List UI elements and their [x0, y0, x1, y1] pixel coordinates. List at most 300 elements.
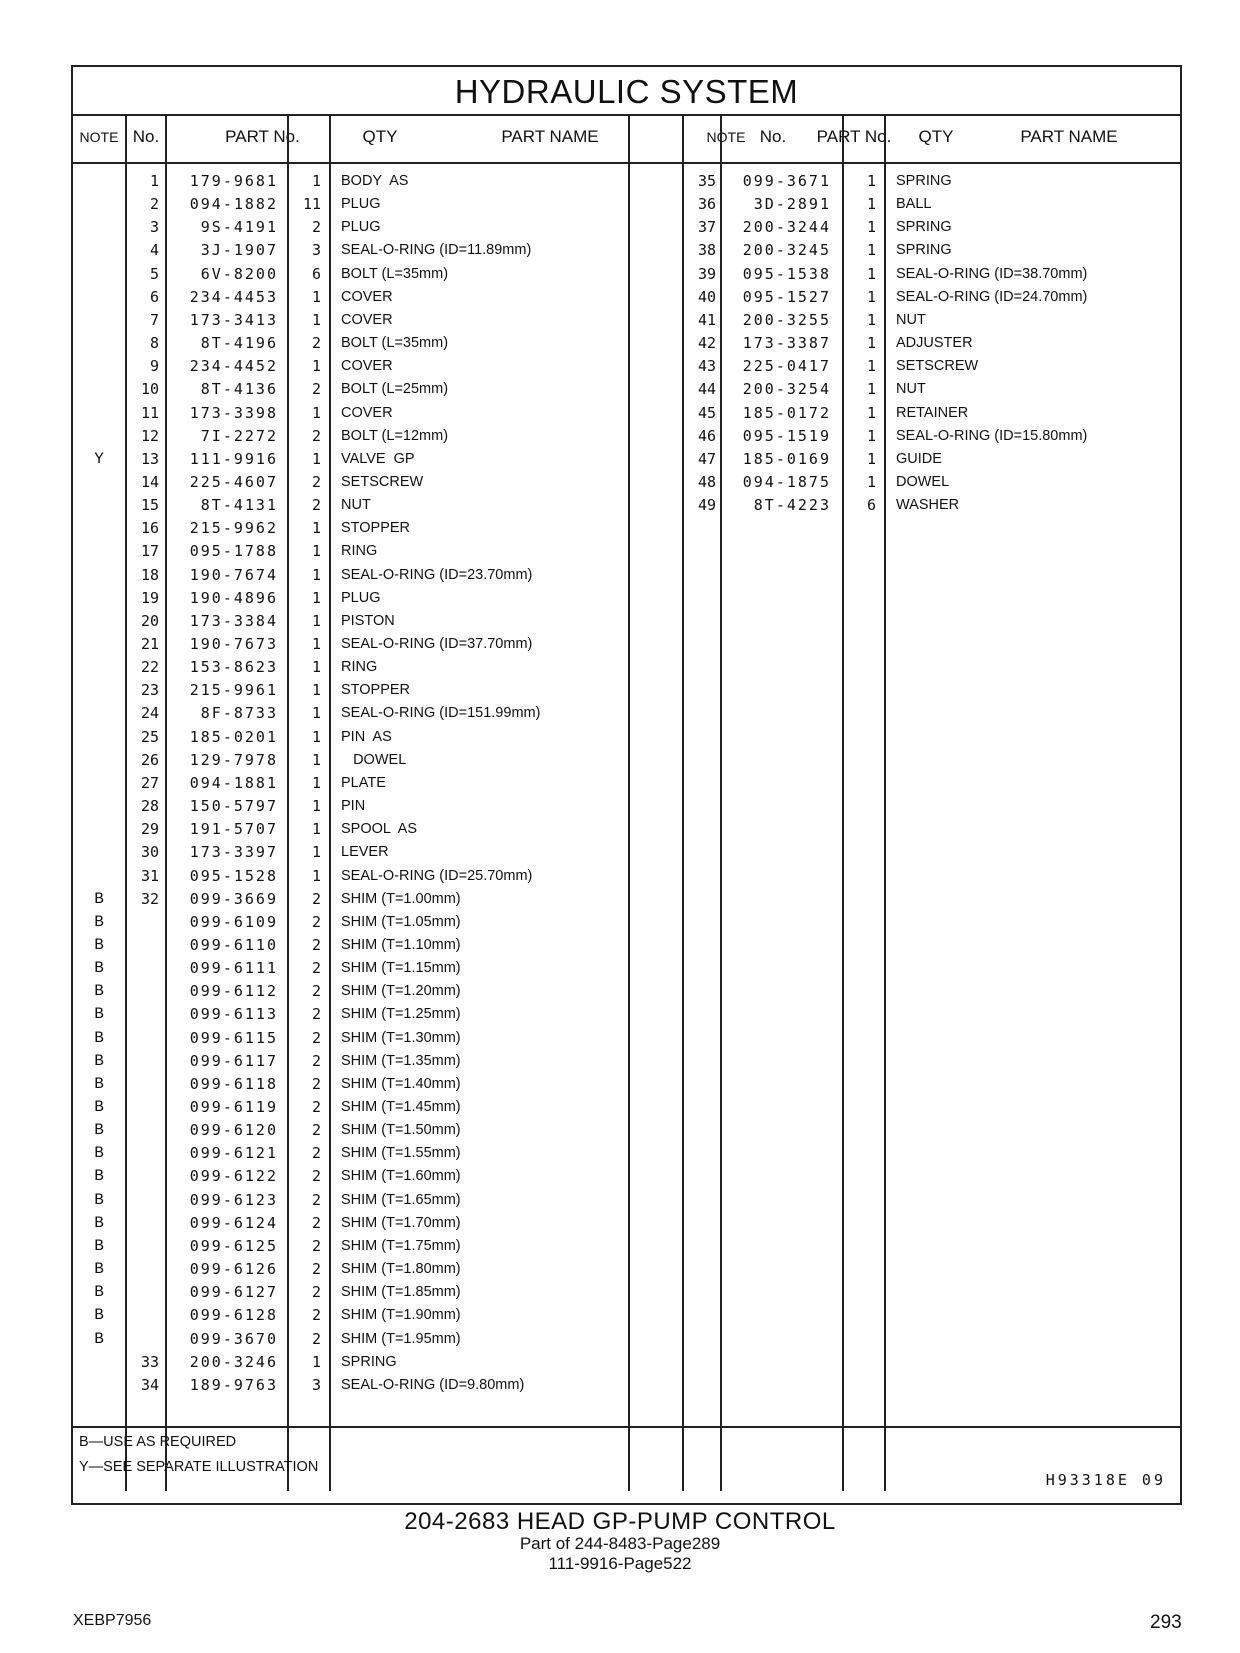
row-note: B	[94, 1098, 104, 1116]
table-row	[73, 1096, 1180, 1119]
row-part-name: SHIM (T=1.45mm)	[341, 1099, 461, 1115]
row-quantity: 1	[866, 357, 876, 376]
row-item-number: 13	[140, 449, 159, 468]
row-part-name: BOLT (L=12mm)	[341, 427, 449, 444]
row-quantity: 1	[866, 449, 876, 468]
note-b: B—USE AS REQUIRED	[79, 1434, 237, 1450]
parts-table	[71, 65, 1182, 1505]
row-part-name: SEAL-O-RING (ID=37.70mm)	[341, 636, 533, 652]
row-part-number: 129-7978	[189, 750, 278, 769]
row-quantity: 2	[311, 959, 321, 978]
row-part-number: 153-8623	[189, 658, 278, 677]
table-row	[73, 749, 1180, 772]
table-row	[73, 702, 1180, 725]
row-part-number: 200-3245	[742, 241, 831, 260]
row-part-number: 099-6118	[189, 1074, 278, 1093]
row-quantity: 1	[311, 287, 321, 306]
row-item-number: 45	[697, 403, 716, 422]
row-item-number: 12	[140, 426, 159, 445]
row-item-number: 34	[140, 1375, 159, 1394]
row-quantity: 1	[866, 310, 876, 329]
row-item-number: 17	[140, 542, 159, 561]
row-part-number: 234-4453	[189, 287, 278, 306]
row-part-name: SPOOL AS	[341, 821, 418, 838]
row-quantity: 6	[866, 496, 876, 515]
row-quantity: 3	[311, 241, 321, 260]
row-note: B	[94, 1144, 104, 1163]
row-note: B	[94, 1121, 104, 1140]
row-note: B	[94, 982, 104, 1001]
row-quantity: 2	[311, 889, 321, 908]
page-number: 293	[1150, 1612, 1182, 1633]
row-quantity: 2	[311, 1190, 321, 1209]
row-part-name: SPRING	[341, 1353, 397, 1370]
row-part-number: 8T-4223	[753, 496, 831, 515]
table-row	[73, 726, 1180, 749]
row-quantity: 1	[866, 172, 876, 190]
row-quantity: 1	[311, 310, 321, 329]
row-part-number: 185-0201	[189, 727, 278, 746]
row-item-number: 14	[140, 472, 159, 491]
table-row	[73, 1304, 1180, 1327]
row-quantity: 1	[866, 195, 876, 214]
row-quantity: 1	[311, 519, 321, 538]
row-quantity: 1	[866, 380, 876, 399]
row-item-number: 38	[697, 241, 716, 260]
row-part-name: SPRING	[896, 173, 952, 189]
row-part-number: 185-0172	[742, 403, 831, 422]
row-quantity: 1	[311, 357, 321, 376]
row-part-number: 190-4896	[189, 588, 278, 607]
row-item-number: 39	[697, 264, 716, 283]
row-part-number: 8F-8733	[200, 704, 278, 723]
row-quantity: 1	[311, 449, 321, 468]
row-part-number: 185-0169	[742, 449, 831, 468]
row-quantity: 2	[311, 1236, 321, 1255]
row-part-number: 095-1528	[189, 866, 278, 885]
row-part-name: GUIDE	[896, 450, 942, 467]
row-quantity: 2	[311, 1167, 321, 1186]
row-part-name: RING	[341, 543, 378, 560]
row-part-number: 099-6115	[189, 1028, 278, 1047]
row-quantity: 2	[311, 1213, 321, 1232]
row-part-number: 099-6127	[189, 1283, 278, 1302]
row-part-name: WASHER	[896, 497, 960, 514]
row-quantity: 1	[866, 241, 876, 260]
row-quantity: 1	[866, 472, 876, 491]
row-part-number: 8T-4196	[200, 334, 278, 353]
table-row	[73, 795, 1180, 818]
row-part-name: LEVER	[341, 844, 389, 861]
table-row	[73, 888, 1180, 911]
row-part-name: SHIM (T=1.25mm)	[341, 1006, 461, 1023]
row-part-name: SHIM (T=1.65mm)	[341, 1191, 461, 1208]
row-part-name: PISTON	[341, 612, 395, 629]
table-row	[73, 656, 1180, 679]
row-quantity: 1	[311, 773, 321, 792]
row-item-number: 21	[140, 635, 159, 653]
header-partno-right: PART No.	[816, 127, 892, 146]
header-no-left: No.	[132, 127, 160, 146]
row-part-number: 9S-4191	[200, 218, 278, 237]
row-part-name: PLUG	[341, 219, 381, 236]
row-part-number: 111-9916	[189, 449, 278, 468]
row-part-number: 099-6123	[189, 1190, 278, 1209]
row-part-name: SHIM (T=1.35mm)	[341, 1052, 461, 1069]
row-part-number: 099-3670	[189, 1329, 278, 1348]
row-item-number: 16	[140, 519, 159, 538]
row-quantity: 1	[866, 403, 876, 422]
row-part-name: PIN	[341, 798, 366, 815]
row-item-number: 32	[140, 889, 159, 908]
row-part-number: 095-1538	[742, 264, 831, 283]
row-item-number: 2	[149, 195, 159, 214]
row-part-number: 3J-1907	[200, 241, 278, 260]
row-quantity: 1	[311, 658, 321, 677]
row-quantity: 2	[311, 1051, 321, 1070]
row-quantity: 2	[311, 426, 321, 445]
table-row	[73, 239, 1180, 262]
row-quantity: 1	[311, 172, 321, 190]
row-part-name: SEAL-O-RING (ID=151.99mm)	[341, 705, 541, 722]
table-row	[73, 494, 1180, 517]
row-part-name: BODY AS	[341, 173, 409, 189]
row-item-number: 23	[140, 681, 159, 700]
row-part-name: SHIM (T=1.30mm)	[341, 1029, 461, 1046]
note-y: Y—SEE SEPARATE ILLUSTRATION	[79, 1459, 319, 1475]
row-item-number: 31	[140, 866, 159, 885]
row-part-name: SEAL-O-RING (ID=23.70mm)	[341, 566, 533, 583]
row-item-number: 20	[140, 611, 159, 630]
row-item-number: 42	[697, 334, 716, 353]
row-note: B	[94, 1005, 104, 1024]
row-item-number: 33	[140, 1352, 159, 1371]
row-part-name: PLUG	[341, 196, 381, 213]
row-part-name: SHIM (T=1.70mm)	[341, 1214, 461, 1231]
row-item-number: 48	[697, 472, 716, 491]
table-row	[73, 934, 1180, 957]
table-row	[73, 216, 1180, 239]
row-item-number: 19	[140, 588, 159, 607]
row-quantity: 2	[311, 1005, 321, 1024]
row-quantity: 3	[311, 1375, 321, 1394]
table-row	[73, 309, 1180, 332]
row-part-number: 173-3413	[189, 310, 278, 329]
row-part-number: 099-6113	[189, 1005, 278, 1024]
header-note-right: NOTE	[706, 129, 746, 145]
row-quantity: 2	[311, 334, 321, 353]
row-part-name: SHIM (T=1.90mm)	[341, 1307, 461, 1324]
row-part-number: 095-1527	[742, 287, 831, 306]
row-note: B	[94, 1329, 104, 1348]
row-note: B	[94, 1283, 104, 1302]
notes-divider	[73, 1426, 1180, 1428]
row-part-number: 6V-8200	[200, 264, 278, 283]
row-quantity: 2	[311, 496, 321, 515]
row-item-number: 46	[697, 426, 716, 445]
row-note: B	[94, 1028, 104, 1047]
row-part-name: SHIM (T=1.80mm)	[341, 1261, 461, 1278]
row-part-number: 200-3244	[742, 218, 831, 237]
caption-parent-ref: Part of 244-8483-Page289	[519, 1534, 721, 1553]
row-part-name: NUT	[896, 381, 926, 398]
table-row	[73, 1281, 1180, 1304]
table-row	[73, 448, 1180, 471]
row-note: B	[94, 935, 104, 954]
table-row	[73, 1212, 1180, 1235]
row-part-name: RING	[341, 659, 378, 676]
caption-valve-ref: 111-9916-Page522	[548, 1554, 692, 1573]
row-item-number: 43	[697, 357, 716, 376]
row-part-name: STOPPER	[341, 520, 411, 537]
row-part-number: 215-9961	[189, 681, 278, 700]
header-partno-left: PART No.	[225, 127, 300, 146]
row-part-number: 094-1882	[189, 195, 278, 214]
row-quantity: 2	[311, 1144, 321, 1163]
row-quantity: 1	[866, 426, 876, 445]
row-quantity: 1	[311, 866, 321, 885]
row-part-name: SETSCREW	[341, 473, 424, 490]
table-row	[73, 633, 1180, 656]
row-quantity: 11	[302, 195, 321, 214]
table-row	[73, 587, 1180, 610]
row-item-number: 40	[697, 287, 716, 306]
row-part-number: 190-7673	[189, 635, 278, 653]
header-qty-left: QTY	[362, 127, 398, 146]
row-item-number: 6	[149, 287, 159, 306]
row-item-number: 4	[149, 241, 159, 260]
row-part-number: 099-6119	[189, 1098, 278, 1116]
row-item-number: 3	[149, 218, 159, 237]
row-part-name: BOLT (L=25mm)	[341, 381, 449, 398]
row-part-number: 094-1881	[189, 773, 278, 792]
row-item-number: 28	[140, 797, 159, 816]
row-part-name: SPRING	[896, 219, 952, 236]
row-part-name: SEAL-O-RING (ID=11.89mm)	[341, 242, 532, 259]
row-part-number: 099-6112	[189, 982, 278, 1001]
row-note: B	[94, 889, 104, 908]
row-part-name: PLUG	[341, 589, 381, 606]
row-quantity: 1	[866, 264, 876, 283]
row-quantity: 1	[311, 797, 321, 816]
row-part-number: 099-6117	[189, 1051, 278, 1070]
document-id: XEBP7956	[73, 1612, 152, 1629]
table-row	[73, 1003, 1180, 1026]
row-quantity: 6	[311, 264, 321, 283]
table-row	[73, 980, 1180, 1003]
table-row	[73, 425, 1180, 448]
row-item-number: 49	[697, 496, 716, 515]
table-row	[73, 911, 1180, 934]
row-part-number: 190-7674	[189, 565, 278, 584]
row-item-number: 8	[149, 334, 159, 353]
row-item-number: 10	[140, 380, 159, 399]
row-part-number: 173-3387	[742, 334, 831, 353]
row-part-name: SEAL-O-RING (ID=15.80mm)	[896, 427, 1088, 444]
row-note: B	[94, 1213, 104, 1232]
row-quantity: 1	[311, 542, 321, 561]
row-part-number: 099-6120	[189, 1121, 278, 1140]
row-part-name: SHIM (T=1.50mm)	[341, 1122, 461, 1139]
row-item-number: 36	[697, 195, 716, 214]
table-row	[73, 564, 1180, 587]
table-row	[73, 679, 1180, 702]
row-note: B	[94, 1190, 104, 1209]
table-row	[73, 378, 1180, 401]
row-part-number: 189-9763	[189, 1375, 278, 1394]
row-part-number: 095-1519	[742, 426, 831, 445]
row-part-name: VALVE GP	[341, 450, 415, 467]
row-part-number: 099-6126	[189, 1260, 278, 1279]
row-part-name: SPRING	[896, 242, 952, 259]
page-title: HYDRAULIC SYSTEM	[73, 67, 1180, 116]
table-row	[73, 1050, 1180, 1073]
row-part-number: 7I-2272	[200, 426, 278, 445]
table-row	[73, 540, 1180, 563]
header-no-right: No.	[759, 127, 787, 146]
row-part-name: SEAL-O-RING (ID=24.70mm)	[896, 288, 1088, 305]
header-partname-left: PART NAME	[501, 127, 599, 146]
row-part-number: 150-5797	[189, 797, 278, 816]
row-part-number: 099-3669	[189, 889, 278, 908]
row-quantity: 1	[866, 334, 876, 353]
table-row	[73, 610, 1180, 633]
row-part-number: 099-6121	[189, 1144, 278, 1163]
row-part-number: 095-1788	[189, 542, 278, 561]
row-item-number: 37	[697, 218, 716, 237]
row-part-name: SETSCREW	[896, 358, 979, 375]
table-row	[73, 1328, 1180, 1351]
row-item-number: 15	[140, 496, 159, 515]
row-item-number: 9	[149, 357, 159, 376]
row-part-number: 099-6128	[189, 1306, 278, 1325]
row-part-name: DOWEL	[341, 751, 407, 768]
row-part-name: SEAL-O-RING (ID=9.80mm)	[341, 1376, 525, 1393]
row-part-name: SHIM (T=1.60mm)	[341, 1168, 461, 1185]
row-part-name: DOWEL	[896, 473, 950, 490]
table-row	[73, 193, 1180, 216]
row-note: B	[94, 1260, 104, 1279]
row-quantity: 2	[311, 912, 321, 931]
row-part-name: COVER	[341, 311, 393, 328]
row-quantity: 1	[866, 287, 876, 306]
row-quantity: 1	[311, 565, 321, 584]
row-quantity: 2	[311, 1098, 321, 1116]
row-item-number: 1	[149, 172, 159, 190]
row-quantity: 2	[311, 1028, 321, 1047]
caption-title: 204-2683 HEAD GP-PUMP CONTROL	[404, 1508, 836, 1535]
table-row	[73, 1235, 1180, 1258]
row-part-name: BOLT (L=35mm)	[341, 335, 449, 352]
table-row	[73, 402, 1180, 425]
row-item-number: 29	[140, 820, 159, 839]
table-row	[73, 772, 1180, 795]
table-row	[73, 517, 1180, 540]
table-row	[73, 1165, 1180, 1188]
row-item-number: 30	[140, 843, 159, 862]
row-note: B	[94, 1167, 104, 1186]
header-note-left: NOTE	[79, 129, 119, 145]
row-item-number: 18	[140, 565, 159, 584]
table-row	[73, 1142, 1180, 1165]
row-part-number: 173-3398	[189, 403, 278, 422]
row-part-number: 173-3384	[189, 611, 278, 630]
row-part-number: 215-9962	[189, 519, 278, 538]
row-part-number: 099-6109	[189, 912, 278, 931]
row-part-name: SHIM (T=1.95mm)	[341, 1330, 461, 1347]
row-quantity: 1	[311, 820, 321, 839]
row-part-number: 225-0417	[742, 357, 831, 376]
row-quantity: 2	[311, 1121, 321, 1140]
row-item-number: 24	[140, 704, 159, 723]
row-quantity: 2	[311, 1260, 321, 1279]
row-part-name: ADJUSTER	[896, 335, 973, 352]
row-part-number: 200-3246	[189, 1352, 278, 1371]
row-quantity: 2	[311, 1074, 321, 1093]
row-part-name: SHIM (T=1.40mm)	[341, 1075, 461, 1092]
row-note: B	[94, 912, 104, 931]
table-body	[73, 164, 1180, 1491]
row-quantity: 2	[311, 935, 321, 954]
row-part-number: 234-4452	[189, 357, 278, 376]
row-item-number: 26	[140, 750, 159, 769]
table-row	[73, 841, 1180, 864]
row-part-name: NUT	[341, 497, 371, 514]
row-quantity: 1	[311, 1352, 321, 1371]
row-note: B	[94, 1051, 104, 1070]
row-item-number: 7	[149, 310, 159, 329]
row-part-number: 094-1875	[742, 472, 831, 491]
row-part-name: SHIM (T=1.10mm)	[341, 936, 461, 953]
row-part-name: SHIM (T=1.75mm)	[341, 1237, 461, 1254]
table-row	[73, 355, 1180, 378]
row-note: B	[94, 959, 104, 978]
row-part-name: SHIM (T=1.85mm)	[341, 1284, 461, 1301]
table-row	[73, 957, 1180, 980]
row-quantity: 2	[311, 380, 321, 399]
row-quantity: 1	[866, 218, 876, 237]
table-header	[73, 114, 1180, 164]
row-item-number: 27	[140, 773, 159, 792]
row-part-number: 099-6110	[189, 935, 278, 954]
row-part-name: SHIM (T=1.05mm)	[341, 913, 461, 930]
row-part-name: SHIM (T=1.20mm)	[341, 983, 461, 1000]
row-item-number: 44	[697, 380, 716, 399]
row-note: B	[94, 1074, 104, 1093]
row-part-name: RETAINER	[896, 404, 969, 421]
table-row	[73, 1119, 1180, 1142]
row-quantity: 1	[311, 588, 321, 607]
row-quantity: 1	[311, 843, 321, 862]
row-note: B	[94, 1236, 104, 1255]
row-part-name: BALL	[896, 196, 932, 213]
row-item-number: 47	[697, 449, 716, 468]
row-item-number: 35	[697, 172, 716, 190]
row-part-name: COVER	[341, 288, 393, 305]
table-row	[73, 263, 1180, 286]
row-part-number: 191-5707	[189, 820, 278, 839]
table-row	[73, 1258, 1180, 1281]
row-quantity: 2	[311, 218, 321, 237]
row-item-number: 22	[140, 658, 159, 677]
row-note: Y	[94, 449, 104, 468]
row-note: B	[94, 1306, 104, 1325]
table-row	[73, 170, 1180, 193]
row-part-number: 179-9681	[189, 172, 278, 190]
row-part-number: 099-6124	[189, 1213, 278, 1232]
row-quantity: 1	[311, 750, 321, 769]
row-item-number: 41	[697, 310, 716, 329]
